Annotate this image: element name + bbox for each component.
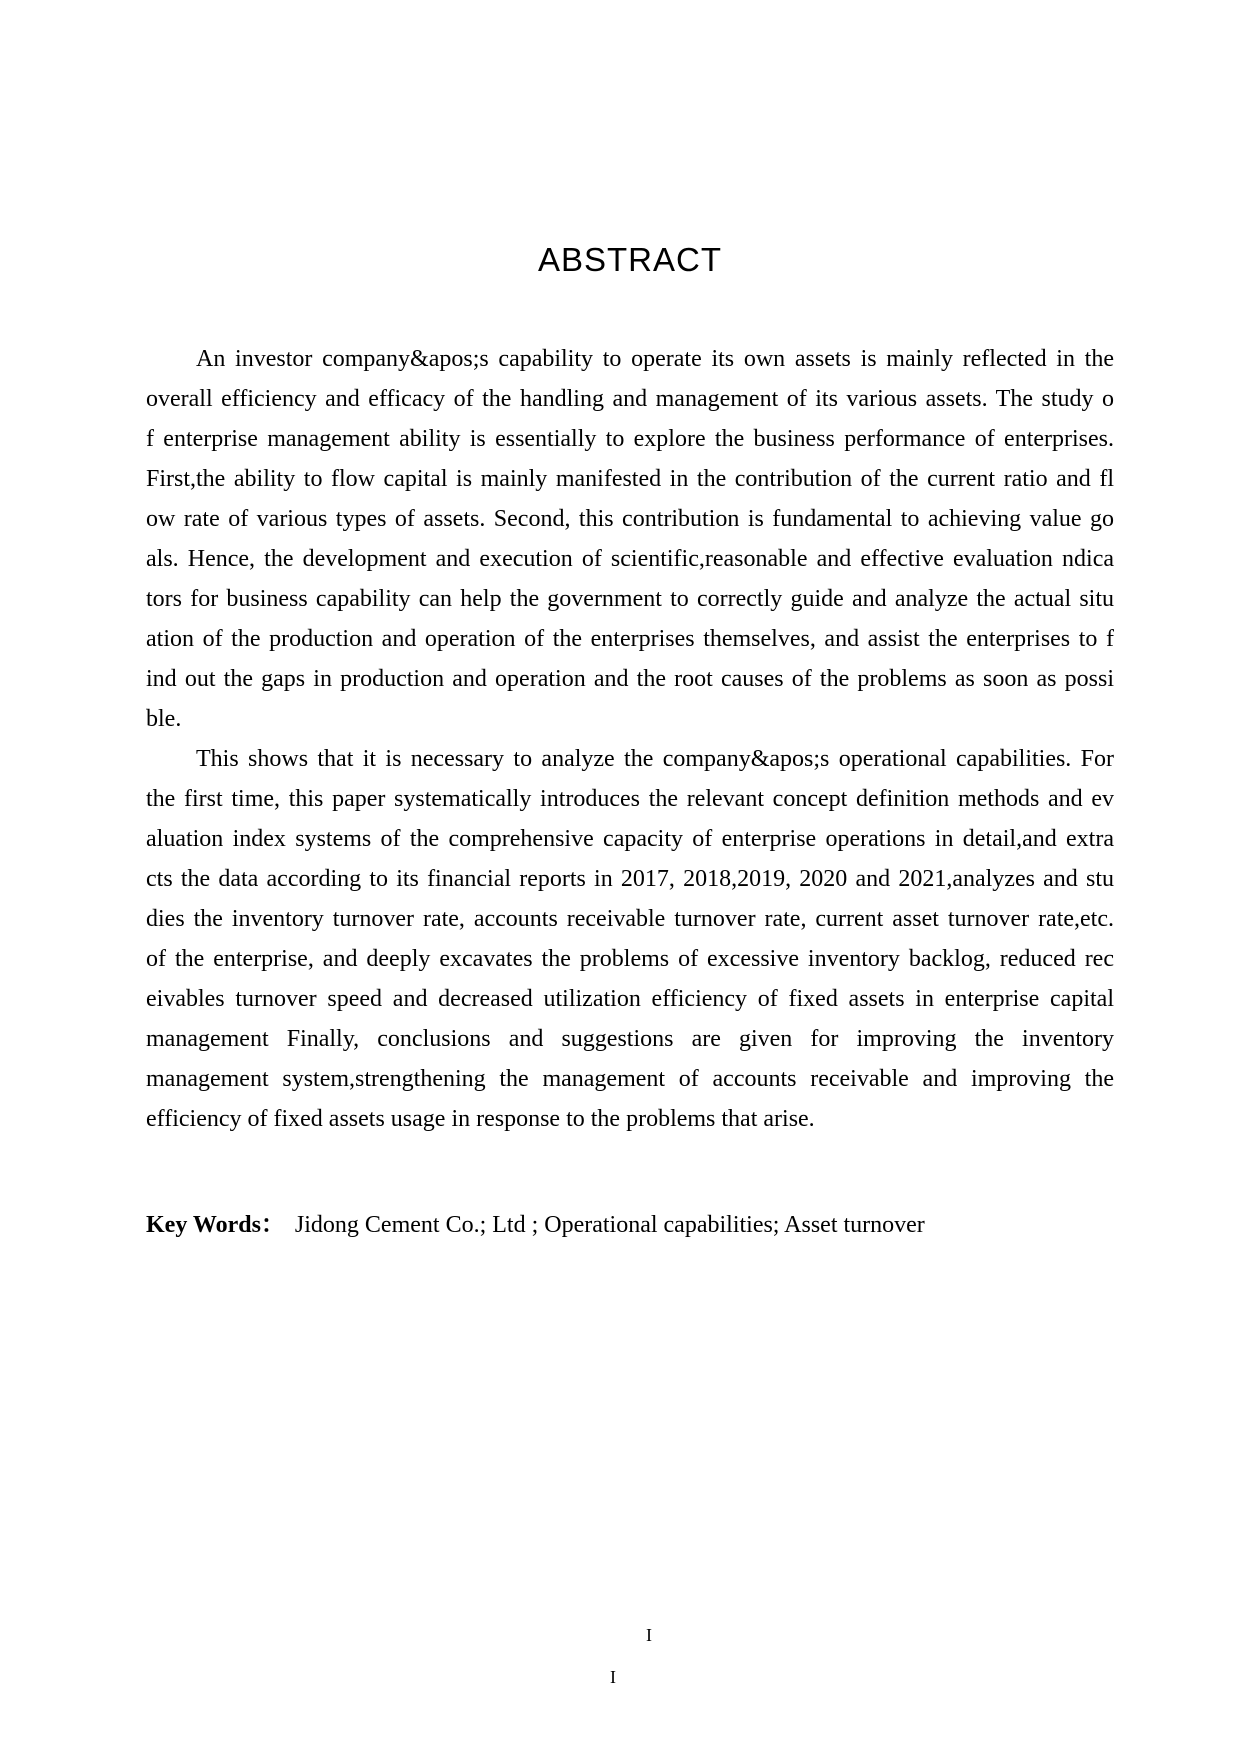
paragraph-line: cts the data according to its financial reports in 2017, 2018,2019, 2020 and 2021,analyzes and stu (146, 866, 1114, 892)
keywords-text: Jidong Cement Co.; Ltd ; Operational capabilities; Asset turnover (294, 1212, 925, 1238)
paragraph-line: ind out the gaps in production and operation and the root causes of the problems as soon as possi (146, 666, 1114, 692)
page-number-upper: I (646, 1625, 652, 1645)
paragraph-line: f enterprise management ability is essentially to explore the business performance of enterprises. (146, 426, 1114, 452)
paragraph-line: This shows that it is necessary to analyze the company&apos;s operational capabilities. For (196, 746, 1114, 772)
page-number-lower: I (610, 1667, 616, 1687)
page-title: ABSTRACT (537, 241, 723, 278)
abstract-body (146, 339, 1114, 1139)
paragraph-line: aluation index systems of the comprehensive capacity of enterprise operations in detail,and extra (146, 826, 1114, 852)
paragraph-line: ble. (146, 706, 182, 732)
paragraph-line: First,the ability to flow capital is mainly manifested in the contribution of the current ratio and fl (146, 466, 1114, 492)
paragraph-line: the first time, this paper systematically introduces the relevant concept definition methods and ev (146, 786, 1114, 812)
paragraph-line: tors for business capability can help the government to correctly guide and analyze the actual situ (146, 586, 1114, 612)
paragraph-line: ation of the production and operation of the enterprises themselves, and assist the enterprises to f (146, 626, 1114, 652)
paragraph-line: management Finally, conclusions and suggestions are given for improving the inventory (146, 1026, 1114, 1052)
paragraph-line: overall efficiency and efficacy of the handling and management of its various assets. The study o (146, 386, 1114, 412)
paragraph-line: ow rate of various types of assets. Second, this contribution is fundamental to achieving value go (146, 506, 1114, 532)
paragraph-line: management system,strengthening the management of accounts receivable and improving the (146, 1066, 1114, 1092)
paragraph-line: of the enterprise, and deeply excavates the problems of excessive inventory backlog, reduced rec (146, 946, 1114, 972)
keywords-line (146, 1205, 1114, 1245)
abstract-paragraph-2 (146, 739, 1114, 1139)
paragraph-line: als. Hence, the development and execution of scientific,reasonable and effective evaluation ndica (146, 546, 1114, 572)
abstract-paragraph-1 (146, 339, 1114, 739)
paragraph-line: An investor company&apos;s capability to operate its own assets is mainly reflected in the (196, 346, 1114, 372)
paragraph-line: efficiency of fixed assets usage in response to the problems that arise. (146, 1106, 815, 1132)
paragraph-line: eivables turnover speed and decreased utilization efficiency of fixed assets in enterprise capital (146, 986, 1114, 1012)
paragraph-line: dies the inventory turnover rate, accounts receivable turnover rate, current asset turnover rate,etc. (146, 906, 1114, 932)
keywords-label: Key Words： (146, 1212, 285, 1238)
